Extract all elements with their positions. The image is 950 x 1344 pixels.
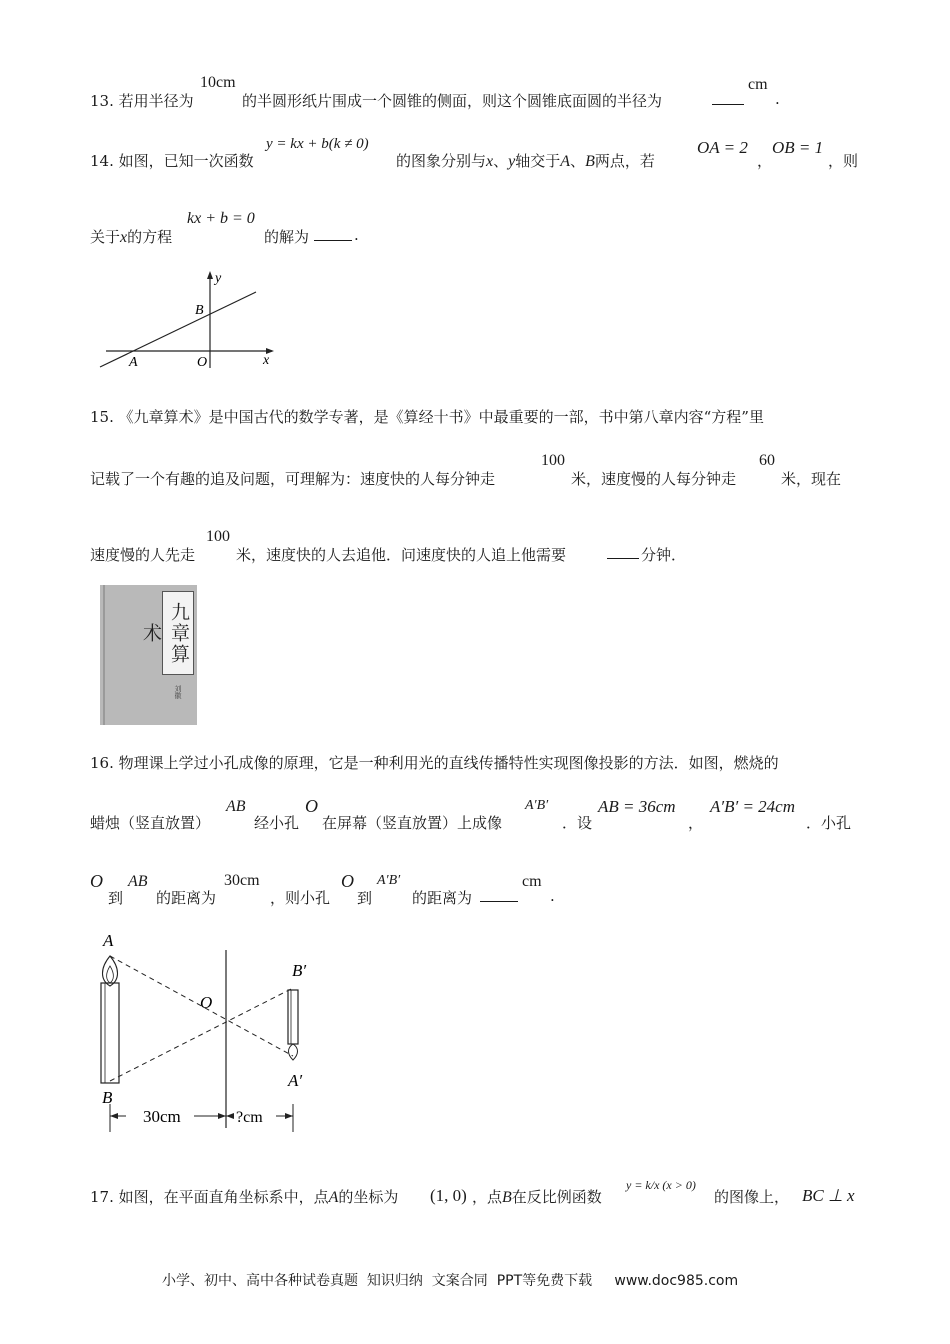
graph-label-b: B [195, 303, 204, 318]
q17-coordinate: (1, 0) [430, 1186, 467, 1205]
q14-ob: OB = 1 [772, 138, 824, 157]
q13-line [90, 90, 194, 111]
graph-label-a: A [129, 355, 138, 370]
q16-eq-apbp: A′B′ = 24cm [710, 797, 795, 816]
q16-ab: AB [226, 798, 246, 815]
q16-l3-text-3: ，则小孔 [270, 889, 331, 907]
q14-x-var: x [486, 153, 494, 170]
q14-point-a: A [560, 153, 571, 170]
q14-y-var: y [508, 153, 516, 170]
dim-arrow-2a [226, 1113, 234, 1119]
q17-text-4: 在反比例函数 [511, 1188, 602, 1206]
q16-apbp: A′B′ [525, 798, 549, 813]
q14-text-4: 两点，若 [594, 152, 655, 170]
q16-l3-text-4: 到 [357, 889, 373, 907]
q16-l2-text-3: 在屏幕（竖直放置）上成像 [322, 814, 503, 832]
candle-flame [103, 956, 118, 986]
q17-line1 [90, 1186, 398, 1207]
q14-line1 [90, 150, 254, 171]
q15-l2-text-2: 米，速度慢的人每分钟走 [571, 470, 737, 488]
q16-l3-text-5: 的距离为 [412, 889, 473, 907]
q14-l2-text-1: 关于 [90, 228, 121, 246]
book-spine [103, 585, 105, 725]
q16-l3-o: O [90, 871, 103, 891]
q14-end: . [354, 226, 359, 244]
image-body [288, 990, 298, 1044]
q16-l2-text-5: ．小孔 [806, 814, 852, 832]
graph-label-y: y [215, 271, 222, 286]
q16-l2-text-1: 蜡烛（竖直放置） [90, 814, 211, 832]
image-flame [289, 1044, 298, 1060]
y-axis-arrow [207, 271, 213, 279]
book-title: 九章算术 [162, 591, 194, 675]
candle-flame-inner [107, 966, 114, 983]
q16-eq-ab: AB = 36cm [598, 797, 676, 816]
q17-text-3: ，点 [472, 1188, 503, 1206]
q15-l3-text-1: 速度慢的人先走 [90, 546, 196, 564]
q14-line2 [90, 226, 172, 247]
q14-oa: OA = 2 [697, 138, 748, 157]
q14-text-1: 14. 如图，已知一次函数 [90, 152, 254, 170]
q15-l3-text-3: 分钟． [641, 546, 687, 564]
q16-l3-text-2: 的距离为 [156, 889, 217, 907]
q15-speed-slow: 60 [759, 452, 775, 469]
q15-l3-text-2: 米，速度快的人去追他．问速度快的人追上他需要 [236, 546, 567, 564]
function-line [100, 292, 256, 367]
q14-equation: kx + b = 0 [187, 210, 255, 227]
dim-arrow-1a [110, 1113, 118, 1119]
q16-o: O [305, 796, 318, 816]
q16-unit: cm [522, 873, 542, 890]
q16-l3-text-1: 到 [108, 889, 124, 907]
page-footer: 小学、初中、高中各种试卷真题 知识归纳 文案合同 PPT等免费下载 www.doc985.com [162, 1273, 739, 1289]
dim-label-unknown: ?cm [236, 1109, 263, 1126]
q14-text-3: 轴交于 [515, 152, 561, 170]
q16-l3-apbp: A′B′ [377, 873, 401, 888]
q16-l3-ab: AB [128, 873, 148, 890]
label-a-prime: A′ [288, 1071, 303, 1090]
label-a: A [103, 931, 114, 950]
q16-blank [480, 889, 518, 902]
q14-sep2: 、 [570, 152, 586, 170]
q15-blank [607, 546, 639, 559]
q14-comma: ， [757, 152, 773, 170]
book-author: 刘徽 [174, 685, 182, 699]
q13-text-1: 13. 若用半径为 [90, 92, 194, 110]
label-o: O [200, 993, 213, 1012]
label-b: B [102, 1088, 113, 1107]
q16-line1: 16. 物理课上学过小孔成像的原理，它是一种利用光的直线传播特性实现图像投影的方法．如图，燃烧的 [90, 754, 779, 772]
q15-l2-text-1: 记载了一个有趣的追及问题，可理解为：速度快的人每分钟走 [90, 470, 496, 488]
q13-text-2: 的半圆形纸片围成一个圆锥的侧面，则这个圆锥底面圆的半径为 [242, 92, 663, 110]
graph-label-o: O [197, 355, 208, 370]
q15-head-start: 100 [206, 528, 230, 545]
jiuzhang-book-image [100, 585, 197, 725]
q14-function: y = kx + b(k ≠ 0) [266, 136, 369, 152]
q14-line1-b [396, 150, 655, 171]
q14-l2-text-2: 的方程 [127, 228, 173, 246]
q14-point-b: B [585, 153, 595, 170]
q17-text-2: 的坐标为 [338, 1188, 399, 1206]
q16-l2-text-4: ．设 [562, 814, 593, 832]
q17-text-5: 的图像上， [714, 1188, 790, 1206]
q13-end: . [775, 90, 780, 108]
q13-radius: 10cm [200, 74, 236, 91]
q14-blank [314, 228, 352, 241]
q15-speed-fast: 100 [541, 452, 565, 469]
graph-label-x: x [263, 353, 270, 368]
q17-line1-b [472, 1186, 602, 1207]
q14-text-5: ，则 [828, 152, 859, 170]
q17-function: y = k/x (x > 0) [626, 1178, 696, 1192]
label-b-prime: B′ [292, 961, 307, 980]
q15-l2-text-3: 米，现在 [781, 470, 842, 488]
dim-label-30cm: 30cm [143, 1107, 181, 1126]
q17-point-b: B [502, 1189, 512, 1206]
q16-pinhole-diagram [96, 928, 316, 1138]
q14-l2-x: x [120, 229, 128, 246]
q17-perp: BC ⊥ x [802, 1186, 855, 1205]
q14-text-2: 的图象分别与 [396, 152, 487, 170]
dim-arrow-1b [218, 1113, 226, 1119]
q17-text-1: 17. 如图，在平面直角坐标系中，点 [90, 1188, 329, 1206]
q13-unit: cm [748, 76, 768, 93]
q13-blank [712, 92, 744, 105]
q14-graph [98, 268, 283, 373]
dim-arrow-2b [285, 1113, 293, 1119]
q16-l2-text-2: 经小孔 [254, 814, 300, 832]
q14-l2-text-3: 的解为 [264, 228, 310, 246]
candle-body [101, 983, 119, 1083]
q15-line1: 15. 《九章算术》是中国古代的数学专著，是《算经十书》中最重要的一部，书中第八章内容“方程”里 [90, 408, 764, 426]
q16-l3-o2: O [341, 871, 354, 891]
q16-end: . [550, 887, 555, 905]
q16-comma: ， [688, 814, 704, 832]
q17-point-a: A [328, 1189, 339, 1206]
q16-distance: 30cm [224, 872, 260, 889]
q14-sep1: 、 [493, 152, 509, 170]
